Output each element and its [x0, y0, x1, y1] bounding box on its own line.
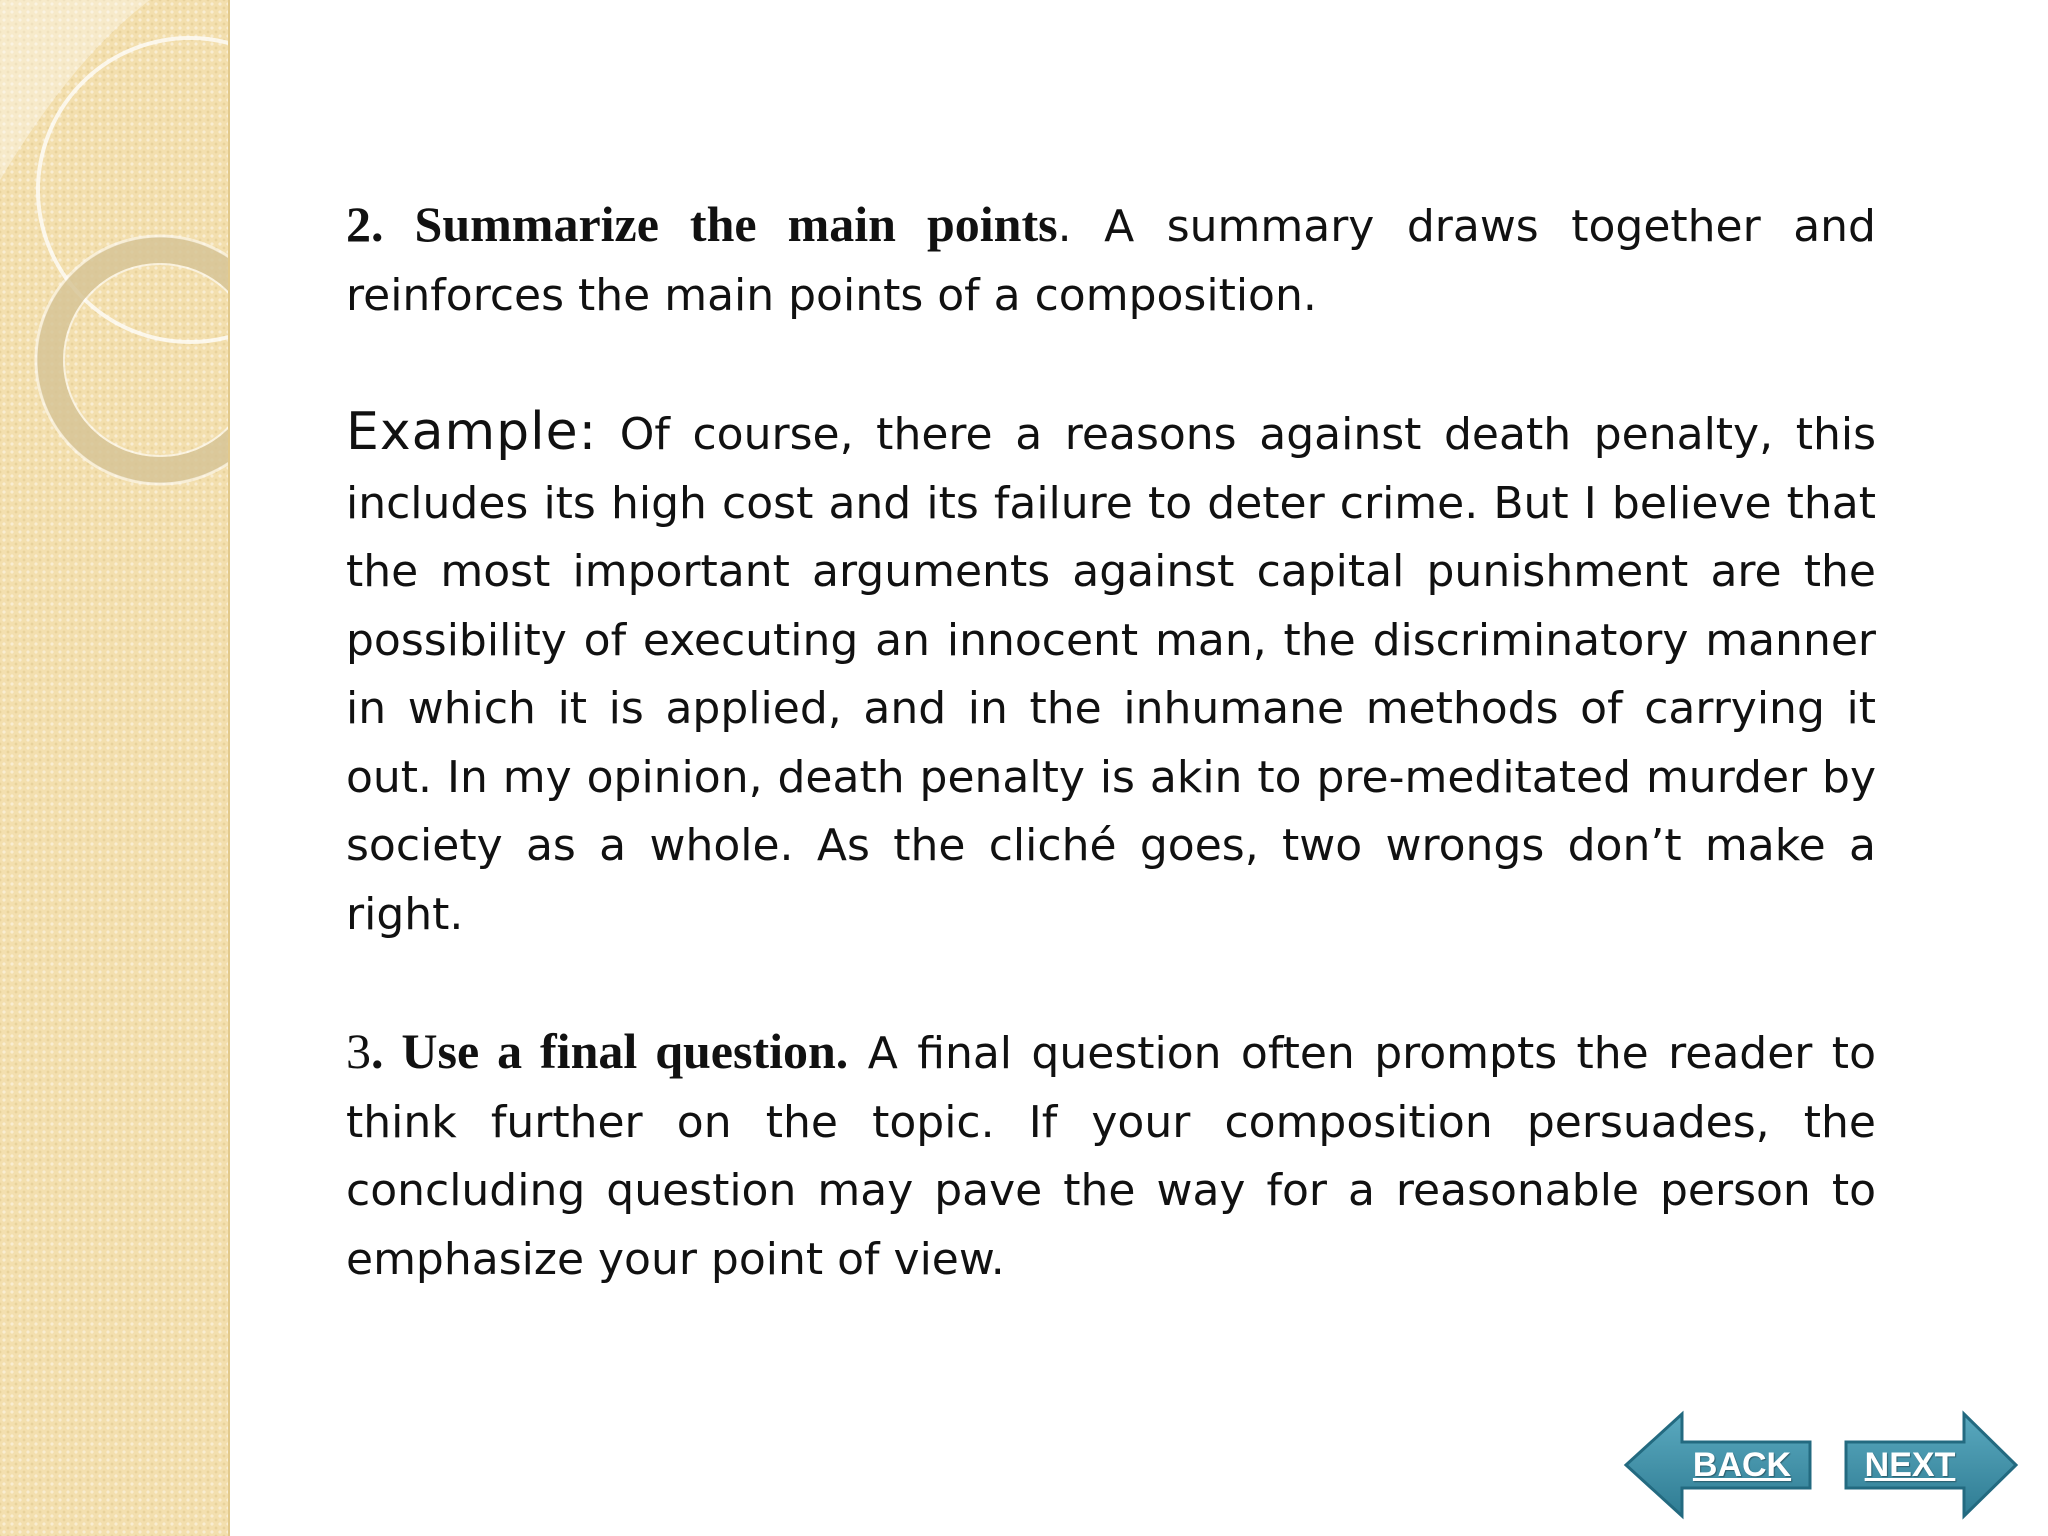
final-question-number: 3 [346, 1023, 371, 1079]
example-paragraph [346, 398, 1876, 949]
next-label: NEXT [1864, 1445, 1956, 1484]
decorative-sidebar [0, 0, 230, 1536]
decorative-rings [0, 0, 228, 520]
summarize-text: . A summary draws together and reinforces the main points of a composition. [346, 201, 1876, 321]
next-button[interactable] [1842, 1410, 2020, 1520]
final-question-text: A final question often prompts the reader to think further on the topic. If your composition persuades, the concluding question may pave the way for a reasonable person to emphasize your point of view. [346, 1028, 1876, 1285]
summarize-heading: 2. Summarize the main points [346, 196, 1058, 252]
example-label: Example: [346, 402, 598, 462]
back-button[interactable] [1622, 1410, 1814, 1520]
back-label: BACK [1692, 1445, 1792, 1484]
summarize-paragraph [346, 190, 1876, 330]
slide-body [346, 190, 1876, 1294]
example-text: Of course, there a reasons against death penalty, this includes its high cost and its failure to deter crime. But I believe that the most important arguments against capital punishment are the possibility of executing an innocent man, the discriminatory manner in which it is applied, and in the inhumane methods of carrying it out. In my opinion, death penalty is akin to pre-meditated murder by society as a whole. As the cliché goes, two wrongs don’t make a right. [346, 409, 1876, 940]
final-question-paragraph [346, 1017, 1876, 1294]
final-question-heading: . Use a final question. [371, 1023, 849, 1079]
